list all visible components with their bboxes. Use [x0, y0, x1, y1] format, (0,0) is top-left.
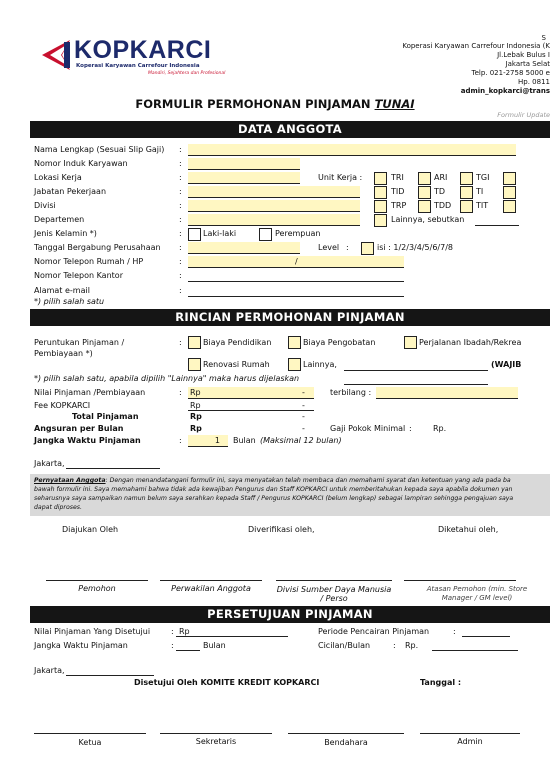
colon: : — [179, 173, 182, 182]
unit-label-tit: TIT — [476, 201, 489, 210]
unit-checkbox-tid[interactable] — [374, 186, 387, 199]
peruntukan-label: Peruntukan Pinjaman / — [34, 338, 125, 347]
telepon-kantor-field[interactable] — [188, 281, 404, 282]
jangka-bulan: Bulan — [233, 436, 256, 445]
signer-admin: Admin — [457, 737, 483, 746]
wajib-label: (WAJIB — [491, 360, 522, 369]
jakarta-label-2: Jakarta, — [34, 666, 65, 675]
unit-checkbox-extra-3[interactable] — [503, 200, 516, 213]
company-address-1: Jl.Lebak Bulus I — [497, 51, 550, 59]
email-field[interactable] — [188, 296, 404, 297]
gaji-pokok-rp: Rp. — [433, 424, 447, 433]
signer-sekretaris: Sekretaris — [195, 737, 237, 746]
purpose-checkbox-pengobatan[interactable] — [288, 336, 301, 349]
angsuran-value: - — [302, 424, 305, 433]
unit-checkbox-extra-1[interactable] — [503, 172, 516, 185]
label-departemen: Departemen — [34, 215, 85, 224]
role-sdm: Divisi Sumber Daya Manusia — [276, 585, 392, 594]
form-title-main: FORMULIR PERMOHONAN PINJAMAN — [135, 97, 375, 111]
level-label: Level — [318, 243, 340, 252]
label-tanggal-bergabung: Tanggal Bergabung Perusahaan — [34, 243, 161, 252]
gender-checkbox-female[interactable] — [259, 228, 272, 241]
signer-ketua: Ketua — [78, 738, 102, 747]
role-perwakilan: Perwakilan Anggota — [171, 584, 251, 593]
nama-field[interactable] — [188, 144, 516, 156]
page-ref: S — [541, 34, 546, 42]
gender-label-male: Laki-laki — [203, 229, 237, 238]
company-name: Koperasi Karyawan Carrefour Indonesia (K — [402, 42, 550, 50]
periode-label: Periode Pencairan Pinjaman — [318, 627, 430, 636]
unit-label-tdd: TDD — [434, 201, 452, 210]
colon: : — [179, 271, 182, 280]
cicilan-field[interactable] — [432, 650, 518, 651]
statement-line-1 — [34, 477, 511, 484]
sign-line-ketua[interactable] — [34, 733, 146, 734]
logo-wordmark: KOPKARCI — [74, 36, 212, 64]
angsuran-label: Angsuran per Bulan — [34, 424, 124, 433]
gaji-pokok-label: Gaji Pokok Minimal — [330, 424, 406, 433]
purpose-lainnya-field[interactable] — [344, 370, 488, 371]
section-title-rincian: RINCIAN PERMOHONAN PINJAMAN — [30, 309, 550, 326]
departemen-field[interactable] — [188, 214, 360, 226]
company-phone: Telp. 021-2758 5000 e — [471, 69, 550, 77]
gender-checkbox-male[interactable] — [188, 228, 201, 241]
section-title-persetujuan: PERSETUJUAN PINJAMAN — [30, 606, 550, 623]
approved-jangka-label: Jangka Waktu Pinjaman — [34, 641, 128, 650]
unit-label-ari: ARI — [434, 173, 448, 182]
role-atasan-2: Manager / GM level) — [441, 594, 513, 602]
total-label: Total Pinjaman — [72, 412, 139, 421]
nilai-label: Nilai Pinjaman /Pembiayaan — [34, 388, 146, 397]
purpose-checkbox-pendidikan[interactable] — [188, 336, 201, 349]
unit-lainnya-field[interactable] — [475, 225, 519, 226]
unit-checkbox-tit[interactable] — [460, 200, 473, 213]
level-colon: : — [346, 243, 349, 252]
terbilang-field[interactable] — [376, 387, 518, 399]
label-nik: Nomor Induk Karyawan — [34, 159, 128, 168]
purpose-checkbox-renovasi[interactable] — [188, 358, 201, 371]
sign-line-atasan[interactable] — [404, 580, 516, 581]
company-hp: Hp. 0811 — [518, 78, 550, 86]
unit-label-tri: TRI — [391, 173, 404, 182]
statement-line-2: bawah formulir ini. Saya memahami bahwa tidak ada kewajiban Pengurus dan Staff KOPKARCI untuk memberitahukan kepada saya apabila dokumen yan — [34, 486, 513, 493]
telepon-separator: / — [295, 257, 298, 266]
section-title-data-anggota: DATA ANGGOTA — [30, 121, 550, 138]
approved-jangka-field[interactable] — [176, 650, 200, 651]
colon: : — [179, 388, 182, 397]
company-email: admin_kopkarci@trans — [460, 87, 550, 95]
approved-nilai-field[interactable] — [176, 636, 288, 637]
colon: : — [409, 424, 412, 433]
jabatan-field[interactable] — [188, 186, 360, 198]
cicilan-rp: Rp. — [405, 641, 419, 650]
logo-mark-icon — [38, 38, 74, 72]
tanggal-bergabung-field[interactable] — [188, 242, 300, 254]
colon: : — [179, 201, 182, 210]
fee-label: Fee KOPKARCI — [34, 401, 91, 410]
diajukan-label: Diajukan Oleh — [62, 525, 119, 534]
periode-field[interactable] — [462, 636, 510, 637]
lainnya-explain-line — [344, 384, 488, 385]
sign-line-sekretaris[interactable] — [160, 733, 272, 734]
label-lokasi: Lokasi Kerja — [34, 173, 82, 182]
purpose-label-ibadah: Perjalanan Ibadah/Rekrea — [419, 338, 522, 347]
colon: : — [171, 627, 174, 636]
jakarta-date-2[interactable] — [66, 675, 154, 676]
sign-line-pemohon[interactable] — [46, 580, 148, 581]
level-field[interactable] — [361, 242, 374, 255]
purpose-label-lainnya: Lainnya, — [303, 360, 337, 369]
colon: : — [179, 436, 182, 445]
unit-lainnya-label: Lainnya, sebutkan — [391, 215, 465, 224]
unit-kerja-label: Unit Kerja : — [318, 173, 363, 182]
label-nama: Nama Lengkap (Sesuai Slip Gaji) — [34, 145, 165, 154]
label-telepon-kantor: Nomor Telepon Kantor — [34, 271, 123, 280]
colon: : — [179, 243, 182, 252]
section2-note: *) pilih salah satu, apabila dipilih "Lainnya" maka harus dijelaskan — [34, 374, 300, 383]
total-rp: Rp — [190, 412, 202, 421]
gender-label-female: Perempuan — [275, 229, 321, 238]
total-line — [188, 410, 314, 411]
label-jenis-kelamin: Jenis Kelamin *) — [34, 229, 97, 238]
unit-label-td: TD — [434, 187, 446, 196]
sign-line-perwakilan[interactable] — [160, 580, 262, 581]
unit-label-tgi: TGI — [476, 173, 490, 182]
colon: : — [179, 338, 182, 347]
jangka-maks: (Maksimal 12 bulan) — [260, 436, 342, 445]
diketahui-label: Diketahui oleh, — [438, 525, 499, 534]
purpose-checkbox-ibadah[interactable] — [404, 336, 417, 349]
colon: : — [179, 187, 182, 196]
colon: : — [179, 229, 182, 238]
statement-line-4: dapat diproses. — [34, 504, 82, 511]
logo-subtitle: Koperasi Karyawan Carrefour Indonesia — [76, 63, 200, 69]
signer-bendahara: Bendahara — [324, 738, 368, 747]
nik-field[interactable] — [188, 158, 300, 170]
approved-bulan: Bulan — [203, 641, 226, 650]
form-title-type: TUNAI — [374, 97, 415, 111]
company-address-2: Jakarta Selat — [505, 60, 550, 68]
statement-heading: Pernyataan Anggota — [34, 477, 106, 484]
label-telepon-rumah: Nomor Telepon Rumah / HP — [34, 257, 144, 266]
level-options: isi : 1/2/3/4/5/6/7/8 — [377, 243, 453, 252]
colon: : — [179, 159, 182, 168]
unit-checkbox-ti[interactable] — [460, 186, 473, 199]
purpose-label-renovasi: Renovasi Rumah — [203, 360, 270, 369]
unit-checkbox-ari[interactable] — [418, 172, 431, 185]
fee-rp: Rp — [190, 401, 201, 410]
sign-line-admin[interactable] — [420, 733, 520, 734]
label-jabatan: Jabatan Pekerjaan — [34, 187, 107, 196]
sign-line-sdm[interactable] — [276, 580, 392, 581]
form-title — [0, 97, 550, 111]
jangka-label: Jangka Waktu Pinjaman — [34, 436, 141, 445]
role-sdm-2: / Perso — [320, 594, 348, 603]
label-email: Alamat e-mail — [34, 286, 90, 295]
role-pemohon: Pemohon — [78, 584, 116, 593]
unit-label-ti: TI — [476, 187, 484, 196]
divisi-field[interactable] — [188, 200, 360, 212]
unit-checkbox-tgi[interactable] — [460, 172, 473, 185]
unit-label-tid: TID — [391, 187, 405, 196]
label-divisi: Divisi — [34, 201, 56, 210]
diverifikasi-label: Diverifikasi oleh, — [248, 525, 315, 534]
purpose-label-pendidikan: Biaya Pendidikan — [203, 338, 272, 347]
cicilan-label: Cicilan/Bulan — [318, 641, 371, 650]
statement-line-3: seharusnya saya sampaikan namun belum saya serahkan kepada Staff / Pengurus KOPKARCI (belum lengkap) sebagai lampiran sehingga pengajuan saya — [34, 495, 514, 502]
jakarta-label-1: Jakarta, — [34, 459, 65, 468]
terbilang-label: terbilang : — [330, 388, 372, 397]
purpose-label-pengobatan: Biaya Pengobatan — [303, 338, 376, 347]
unit-checkbox-trp[interactable] — [374, 200, 387, 213]
unit-label-trp: TRP — [391, 201, 407, 210]
company-logo — [38, 36, 238, 86]
total-value: - — [302, 412, 305, 421]
form-update-label: Formulir Update — [497, 111, 550, 119]
jangka-waktu-value: 1 — [214, 436, 220, 445]
tanggal-label: Tanggal : — [420, 678, 462, 687]
nilai-value: - — [302, 388, 305, 397]
pembiayaan-label: Pembiayaan *) — [34, 349, 93, 358]
unit-checkbox-tdd[interactable] — [418, 200, 431, 213]
angsuran-rp: Rp — [190, 424, 202, 433]
purpose-checkbox-lainnya[interactable] — [288, 358, 301, 371]
sign-line-bendahara[interactable] — [288, 733, 404, 734]
unit-checkbox-extra-2[interactable] — [503, 186, 516, 199]
colon: : — [171, 641, 174, 650]
approved-nilai-label: Nilai Pinjaman Yang Disetujui — [34, 627, 151, 636]
unit-checkbox-tri[interactable] — [374, 172, 387, 185]
nilai-rp: Rp — [190, 388, 201, 397]
colon: : — [179, 286, 182, 295]
colon: : — [179, 215, 182, 224]
disetujui-label: Disetujui Oleh KOMITE KREDIT KOPKARCI — [134, 678, 320, 687]
unit-checkbox-td[interactable] — [418, 186, 431, 199]
role-atasan: Atasan Pemohon (min. Store — [426, 585, 528, 593]
colon: : — [179, 257, 182, 266]
lokasi-field[interactable] — [188, 172, 300, 184]
approved-rp: Rp — [179, 627, 190, 636]
logo-tagline: Mandiri, Sejahtera dan Profesional — [148, 71, 226, 76]
fee-value: - — [302, 401, 305, 410]
jakarta-date-1[interactable] — [66, 468, 160, 469]
colon: : — [393, 641, 396, 650]
colon: : — [179, 145, 182, 154]
unit-checkbox-lainnya[interactable] — [374, 214, 387, 227]
section1-note: *) pilih salah satu — [34, 297, 105, 306]
statement-text-1: : Dengan menandatangani formulir ini, saya menyatakan telah membaca dan memahami syarat dan ketentuan yang ada pada ba — [105, 477, 511, 484]
nilai-pinjaman-field[interactable] — [188, 387, 314, 399]
colon: : — [453, 627, 456, 636]
